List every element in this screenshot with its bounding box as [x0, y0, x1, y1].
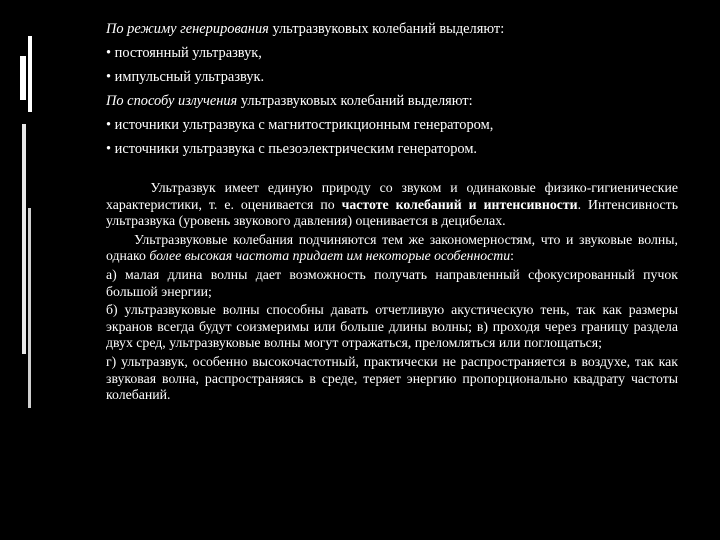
list-item	[78, 42, 678, 66]
list-item	[78, 90, 678, 114]
list-item	[78, 138, 678, 162]
text-italic: более высокая частота придает им некоторые особенности	[149, 248, 511, 264]
classification-list	[78, 18, 678, 162]
text-part: Ультразвук имеет единую природу со звуком и одинаковые физико-гигиенические характеристики, т. е. оценивается по	[106, 180, 678, 212]
paragraph-text: а) малая длина волны дает возможность получать направленный сфокусированный пучок большой энергии;	[106, 266, 678, 299]
paragraph-text: г) ультразвук, особенно высокочастотный, практически не распространяется в воздухе, так как звуковая волна, распространяясь в среде, теряет энергию пропорционально квадрату частоты колебаний.	[106, 353, 678, 403]
item-text: • импульсный ультразвук.	[106, 69, 265, 85]
item-text: ультразвуковых колебаний выделяют:	[268, 21, 505, 37]
slide-content	[78, 0, 688, 540]
paragraph-text	[106, 232, 678, 265]
paragraph-item	[78, 180, 678, 230]
decorative-bar	[28, 208, 31, 408]
decorative-bars	[20, 28, 30, 408]
decorative-bar	[20, 56, 26, 100]
paragraph-text: б) ультразвуковые волны способны давать отчетливую акустическую тень, так как размеры экранов всегда будут соизмеримы или больше длины волны; в) проходя через границу раздела двух сред, ультразвуковые волны могут отражаться, преломляться или поглощаться;	[106, 302, 678, 351]
item-text: • постоянный ультразвук,	[106, 45, 262, 61]
paragraph-item	[78, 302, 678, 352]
paragraph-text	[106, 180, 678, 230]
text-part: Ультразвуковые колебания подчиняются тем же закономерностям, что и звуковые волны, однако	[106, 231, 678, 264]
text-bold: частоте колебаний и интенсивности	[341, 196, 578, 212]
text-part: :	[510, 248, 515, 264]
item-text: • источники ультразвука с пьезоэлектрическим генератором.	[106, 141, 478, 157]
item-text: ультразвуковых колебаний выделяют:	[237, 93, 473, 109]
item-italic: По способу излучения	[106, 93, 238, 109]
list-item	[78, 18, 678, 42]
paragraph-item	[78, 354, 678, 404]
paragraph-item	[78, 267, 678, 300]
text-part: . Интенсивность ультразвука (уровень звукового давления) оценивается в децибелах.	[106, 196, 679, 229]
decorative-bar	[28, 36, 32, 112]
paragraph-item	[78, 232, 678, 265]
list-item	[78, 66, 678, 90]
list-item	[78, 114, 678, 138]
item-text: • источники ультразвука с магнитострикционным генератором,	[106, 117, 494, 133]
decorative-bar	[22, 124, 26, 354]
item-italic: По режиму генерирования	[106, 21, 269, 37]
properties-list	[78, 180, 678, 406]
